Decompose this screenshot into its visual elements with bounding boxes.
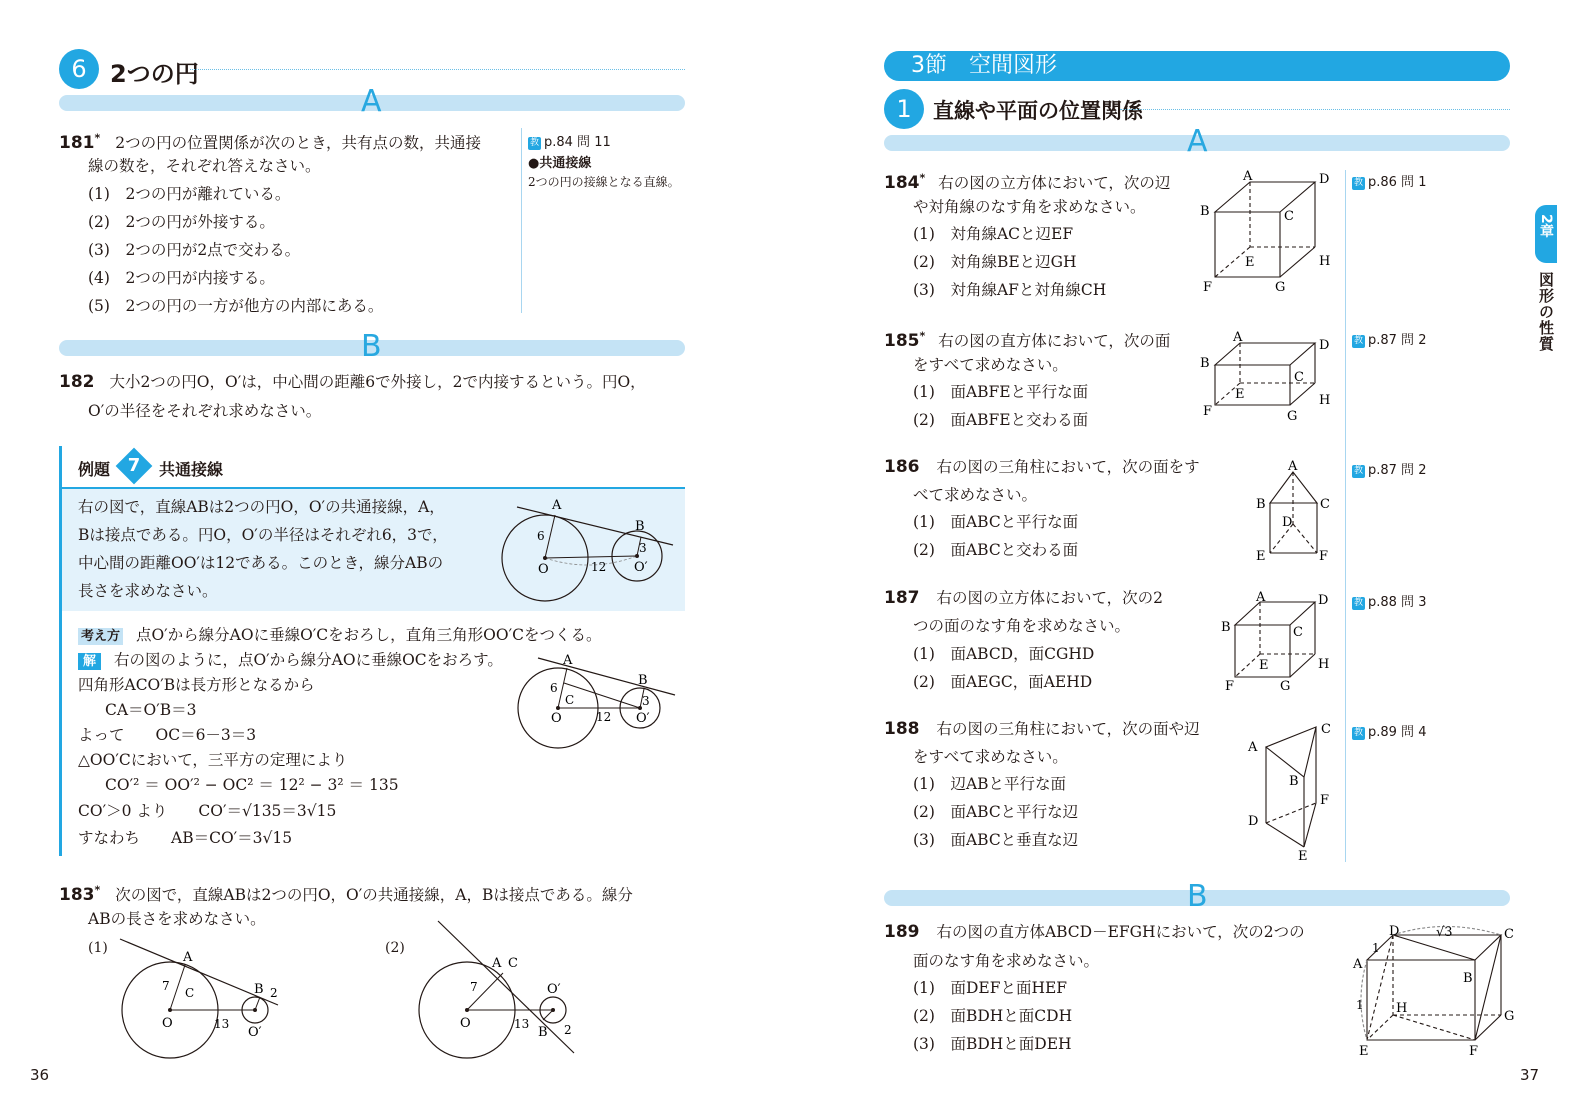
question-number: 187 [884, 588, 920, 608]
list-item: (1) 面ABCと平行な面 [913, 513, 1079, 531]
list-item: (3) 面BDHと面DEH [913, 1035, 1072, 1053]
svg-text:A: A [492, 956, 502, 971]
svg-text:7: 7 [162, 979, 170, 993]
q183-figure-1 [110, 935, 290, 1060]
solution-step: △OO′Cにおいて，三平方の定理により [78, 751, 348, 769]
q181-line2: 線の数を，それぞれ答えなさい。 [88, 157, 321, 175]
svg-text:C: C [1504, 927, 1514, 942]
svg-text:B: B [1200, 204, 1210, 219]
q186-line1: 186 右の図の三角柱において，次の面をす [884, 457, 1200, 477]
subproblem-label: (1) [88, 940, 108, 956]
svg-text:F: F [1320, 793, 1330, 808]
example-number: 7 [127, 455, 141, 476]
list-item: (5) 2つの円の一方が他方の内部にある。 [88, 297, 384, 315]
prism-figure-186 [1245, 456, 1335, 566]
question-number: 183* [59, 883, 101, 905]
svg-text:B: B [635, 519, 645, 534]
svg-text:G: G [1504, 1009, 1515, 1024]
q182-line1 [59, 371, 646, 393]
q182-text: 大小2つの円O，O′は，中心間の距離6で外接し，2で内接するという。円O， [109, 373, 646, 391]
svg-text:O′: O′ [547, 982, 561, 997]
svg-text:12: 12 [596, 710, 612, 724]
example-figure [495, 493, 680, 605]
list-item: (2) 対角線BEと辺GH [913, 253, 1077, 271]
page-number: 36 [30, 1066, 50, 1084]
svg-text:B: B [1289, 774, 1299, 789]
svg-text:A: A [1256, 590, 1266, 605]
example-title: 共通接線 [159, 460, 224, 479]
list-item: (2) 面ABCと平行な辺 [913, 803, 1079, 821]
solution-step: 四角形ACO′Bは長方形となるから [78, 676, 315, 694]
list-item: (1) 面ABFEと平行な面 [913, 383, 1089, 401]
q183-line2: ABの長さを求めなさい。 [88, 910, 266, 928]
q187-line2: つの面のなす角を求めなさい。 [913, 617, 1131, 635]
textbook-icon: 教 [1353, 178, 1363, 188]
list-item: (1) 対角線ACと辺EF [913, 225, 1074, 243]
example-text: 右の図で，直線ABは2つの円O，O′の共通接線，A， [78, 498, 445, 516]
svg-text:12: 12 [591, 560, 607, 574]
example-text: 中心間の距離OO′は12である。このとき，線分ABの [78, 554, 444, 572]
section-divider [1120, 109, 1510, 110]
example-text: Bは接点である。円O，O′の半径はそれぞれ6，3で， [78, 526, 448, 544]
level-b-label: B [361, 329, 382, 364]
svg-text:C: C [565, 693, 575, 707]
kangae-line: 考え方 点O′から線分AOに垂線O′Cをおろし，直角三角形OO′Cをつくる。 [78, 624, 601, 648]
svg-text:E: E [1298, 849, 1308, 864]
solution-step: よって OC＝6－3＝3 [78, 726, 257, 744]
svg-text:G: G [1275, 280, 1286, 295]
kai-label: 解 [78, 653, 101, 670]
textbook-icon: 教 [1353, 466, 1363, 476]
svg-text:1: 1 [1372, 941, 1380, 955]
svg-text:E: E [1235, 387, 1245, 402]
question-number: 186 [884, 457, 920, 477]
list-item: (1) 面ABCD，面CGHD [913, 645, 1095, 663]
svg-text:A: A [552, 498, 562, 513]
section-title: 2つの円 [110, 60, 199, 88]
textbook-ref: 教 p.89 問 4 [1353, 725, 1427, 740]
svg-text:O′: O′ [634, 560, 648, 575]
svg-text:F: F [1203, 280, 1213, 295]
q185-line2: をすべて求めなさい。 [913, 356, 1068, 374]
q184-line2: や対角線のなす角を求めなさい。 [913, 198, 1146, 216]
svg-text:E: E [1259, 658, 1269, 673]
textbook-ref: 教 p.88 問 3 [1353, 595, 1427, 610]
list-item: (2) 面BDHと面CDH [913, 1007, 1073, 1025]
svg-text:G: G [1280, 679, 1291, 694]
svg-text:H: H [1319, 393, 1331, 408]
q189-line1: 189 右の図の直方体ABCD－EFGHにおいて，次の2つの [884, 922, 1305, 942]
list-item: (3) 2つの円が2点で交わる。 [88, 241, 301, 259]
example-label: 例題 [78, 460, 111, 479]
section-number-badge: 6 [59, 49, 99, 89]
svg-text:O: O [551, 711, 562, 726]
svg-text:E: E [1256, 549, 1266, 564]
ref-divider [521, 128, 522, 313]
svg-text:B: B [1221, 620, 1231, 635]
svg-text:O′: O′ [636, 711, 650, 726]
q181-text: 2つの円の位置関係が次のとき，共有点の数，共通接 [115, 133, 481, 152]
svg-text:C: C [1293, 625, 1303, 640]
chapter-tab-label: 2章 [1538, 214, 1554, 238]
svg-text:2: 2 [270, 986, 278, 1000]
svg-text:C: C [1321, 722, 1331, 737]
svg-text:B: B [254, 982, 264, 997]
svg-text:F: F [1225, 679, 1235, 694]
svg-text:A: A [1288, 459, 1298, 474]
q181-line1 [59, 127, 481, 154]
q183-figure-2 [410, 915, 590, 1060]
list-item: (3) 対角線AFと対角線CH [913, 281, 1107, 299]
svg-text:O: O [538, 562, 549, 577]
svg-text:D: D [1248, 814, 1259, 829]
svg-text:F: F [1469, 1044, 1479, 1059]
q188-line2: をすべて求めなさい。 [913, 748, 1068, 766]
textbook-icon: 教 [1353, 336, 1363, 346]
prism-figure-188 [1240, 715, 1335, 865]
cuboid-figure-185 [1195, 325, 1335, 430]
list-item: (2) 面AEGC，面AEHD [913, 673, 1093, 691]
svg-text:A: A [1248, 740, 1258, 755]
svg-text:O: O [460, 1016, 471, 1031]
list-item: (2) 面ABFEと交わる面 [913, 411, 1089, 429]
q184-line1: 184* 右の図の立方体において，次の辺 [884, 171, 1171, 193]
svg-text:H: H [1318, 657, 1330, 672]
svg-text:H: H [1396, 1001, 1408, 1016]
solution-step: すなわち AB＝CO′＝3√15 [78, 829, 293, 847]
svg-text:7: 7 [470, 980, 478, 994]
svg-text:A: A [1243, 169, 1253, 184]
svg-text:C: C [1284, 209, 1294, 224]
q183-text: 次の図で，直線ABは2つの円O，O′の共通接線，A，Bは接点である。線分 [115, 885, 633, 904]
svg-text:B: B [1463, 971, 1473, 986]
kai-line: 解 右の図のように，点O′から線分AOに垂線OCをおろす。 [78, 649, 503, 673]
q186-line2: べて求めなさい。 [913, 486, 1038, 504]
list-item: (1) 2つの円が離れている。 [88, 185, 291, 203]
q185-line1: 185* 右の図の直方体において，次の面 [884, 329, 1171, 351]
cube-figure-184 [1195, 167, 1335, 297]
cuboid-figure-189 [1345, 920, 1515, 1060]
svg-text:B: B [1256, 497, 1266, 512]
svg-text:D: D [1319, 172, 1330, 187]
textbook-ref: 教 p.87 問 2 [1353, 333, 1427, 348]
svg-text:B: B [1200, 356, 1210, 371]
solution-step: CO′² ＝ OO′² − OC² ＝ 12² − 3² ＝ 135 [105, 776, 399, 794]
question-number: 185* [884, 329, 926, 351]
textbook-icon: 教 [1353, 728, 1363, 738]
svg-text:F: F [1203, 404, 1213, 419]
section-number-badge: 1 [884, 89, 924, 129]
svg-text:D: D [1318, 593, 1329, 608]
question-number: 184* [884, 171, 926, 193]
subproblem-label: (2) [385, 940, 405, 956]
chapter-tab-title: 図形の性質 [1537, 272, 1555, 352]
chapter-header: 3節 空間図形 [884, 51, 1510, 81]
svg-text:3: 3 [639, 541, 647, 555]
list-item: (1) 辺ABと平行な面 [913, 775, 1067, 793]
svg-text:H: H [1319, 254, 1331, 269]
textbook-ref: 教 p.87 問 2 [1353, 463, 1427, 478]
svg-text:B: B [638, 673, 648, 688]
solution-figure [510, 650, 685, 755]
svg-text:A: A [183, 950, 193, 965]
svg-text:A: A [1353, 957, 1363, 972]
question-number: 188 [884, 719, 920, 739]
svg-text:O: O [162, 1016, 173, 1031]
svg-text:C: C [1320, 497, 1330, 512]
cube-figure-187 [1215, 587, 1335, 695]
svg-text:C: C [185, 986, 195, 1000]
q189-line2: 面のなす角を求めなさい。 [913, 952, 1100, 970]
svg-text:O′: O′ [248, 1025, 262, 1040]
svg-text:6: 6 [537, 529, 545, 543]
textbook-icon: 教 [1353, 598, 1363, 608]
svg-text:13: 13 [214, 1017, 230, 1031]
question-number: 181* [59, 131, 101, 153]
section-divider [190, 69, 685, 70]
svg-text:C: C [1294, 370, 1304, 385]
list-item: (4) 2つの円が内接する。 [88, 269, 275, 287]
svg-text:6: 6 [550, 681, 558, 695]
svg-text:13: 13 [514, 1017, 530, 1031]
kangae-label: 考え方 [78, 628, 123, 645]
q188-line1: 188 右の図の三角柱において，次の面や辺 [884, 719, 1200, 739]
textbook-ref: 教 p.86 問 1 [1353, 175, 1427, 190]
q187-line1: 187 右の図の立方体において，次の2 [884, 588, 1163, 608]
level-a-label: A [1187, 124, 1208, 159]
q182-line2: O′の半径をそれぞれ求めなさい。 [88, 402, 322, 420]
solution-step: CO′＞0 より CO′＝√135＝3√15 [78, 802, 337, 820]
note-text: 2つの円の接線となる直線。 [528, 175, 680, 189]
list-item: (3) 面ABCと垂直な辺 [913, 831, 1079, 849]
note-title: ●共通接線 [528, 156, 592, 171]
svg-text:A: A [563, 653, 573, 668]
question-number: 182 [59, 372, 95, 392]
svg-text:C: C [508, 956, 518, 971]
textbook-icon: 教 [529, 138, 539, 148]
svg-text:2: 2 [564, 1023, 572, 1037]
svg-text:D: D [1282, 515, 1293, 530]
svg-text:√3: √3 [1436, 925, 1453, 940]
question-number: 189 [884, 922, 920, 942]
section-title: 直線や平面の位置関係 [933, 99, 1143, 123]
svg-text:B: B [538, 1025, 548, 1040]
list-item: (2) 面ABCと交わる面 [913, 541, 1079, 559]
svg-text:F: F [1319, 549, 1329, 564]
svg-text:G: G [1287, 409, 1298, 424]
q183-line1 [59, 879, 633, 906]
list-item: (2) 2つの円が外接する。 [88, 213, 275, 231]
svg-text:A: A [1233, 330, 1243, 345]
svg-text:E: E [1245, 255, 1255, 270]
ref-divider [1345, 170, 1346, 862]
svg-text:D: D [1389, 924, 1400, 939]
svg-text:3: 3 [642, 694, 650, 708]
level-b-label: B [1187, 879, 1208, 914]
list-item: (1) 面DEFと面HEF [913, 979, 1068, 997]
solution-step: CA＝O′B＝3 [105, 701, 197, 719]
level-a-label: A [361, 84, 382, 119]
page-number: 37 [1520, 1066, 1540, 1084]
svg-text:1: 1 [1356, 998, 1364, 1012]
textbook-ref: 教 p.84 問 11 [529, 135, 611, 150]
example-text: 長さを求めなさい。 [78, 582, 218, 600]
svg-text:E: E [1359, 1044, 1369, 1059]
svg-text:D: D [1319, 338, 1330, 353]
